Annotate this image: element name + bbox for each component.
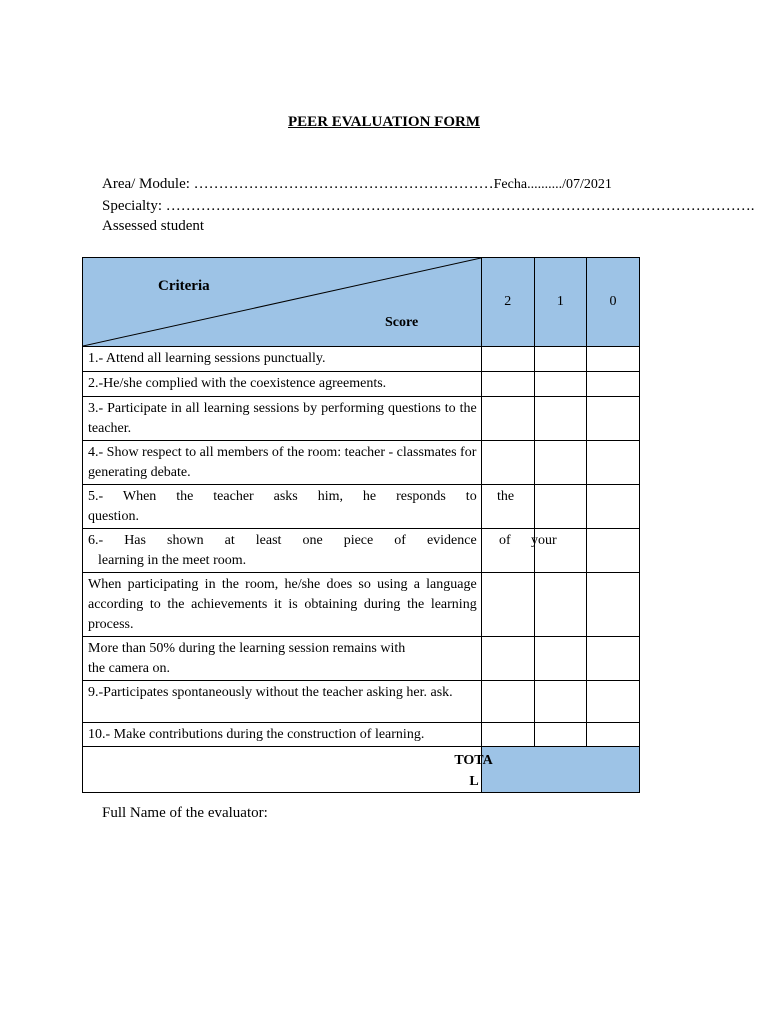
criteria-score-header [83, 258, 482, 347]
score-cell[interactable] [481, 397, 534, 441]
total-label [83, 747, 493, 793]
evaluator-name-label: Full Name of the evaluator: [102, 805, 268, 821]
criterion-text: 2.-He/she complied with the coexistence agreements. [83, 372, 482, 397]
score-cell[interactable] [534, 372, 586, 397]
score-cell[interactable] [481, 372, 534, 397]
score-column-0: 0 [586, 258, 639, 347]
criterion-text: 10.- Make contributions during the construction of learning. [83, 723, 482, 747]
table-row [83, 347, 640, 372]
assessed-student-line: Assessed student [102, 218, 205, 234]
date-field: Fecha........../07/2021 [493, 177, 612, 192]
score-label: Score [385, 315, 419, 330]
total-label-line-2: L [469, 774, 479, 789]
criterion-text: More than 50% during the learning session remains with the camera on. [83, 637, 482, 681]
score-column-2: 2 [481, 258, 534, 347]
table-row [83, 681, 640, 723]
criterion-line-1: 5.- When the teacher asks him, he responds to [88, 489, 477, 504]
score-cell[interactable] [481, 573, 534, 637]
criterion-text: 3.- Participate in all learning sessions by performing questions to the teacher. [83, 397, 482, 441]
table-row [83, 637, 640, 681]
evaluation-table [82, 257, 640, 793]
criterion-line-2: learning in the meet room. [98, 553, 247, 568]
overflow-word: of [499, 533, 511, 548]
score-cell[interactable] [586, 573, 639, 637]
score-column-1: 1 [534, 258, 586, 347]
score-cell[interactable] [586, 529, 639, 573]
form-title: PEER EVALUATION FORM [288, 114, 480, 130]
score-cell[interactable] [481, 347, 534, 372]
table-row [83, 723, 640, 747]
diagonal-divider [83, 258, 481, 346]
score-cell[interactable] [534, 723, 586, 747]
score-cell[interactable] [586, 723, 639, 747]
score-cell[interactable] [481, 681, 534, 723]
area-module-label: Area/ Module: …………………………………………………… [102, 176, 494, 192]
score-cell[interactable] [481, 637, 534, 681]
criteria-label: Criteria [158, 278, 210, 294]
score-cell[interactable] [534, 637, 586, 681]
table-row [83, 441, 640, 485]
table-row [83, 573, 640, 637]
criterion-text: When participating in the room, he/she does so using a language according to the achievements it is obtaining during the learning process. [83, 573, 482, 637]
table-header-row [83, 258, 640, 347]
total-label-line-1: TOTA [454, 753, 493, 768]
score-cell[interactable] [534, 347, 586, 372]
score-cell[interactable] [586, 441, 639, 485]
criterion-line-1: 6.- Has shown at least one piece of evidence [88, 533, 477, 548]
table-row [83, 372, 640, 397]
score-cell[interactable] [481, 441, 534, 485]
score-cell[interactable] [586, 485, 639, 529]
criterion-text [83, 529, 557, 573]
table-row [83, 485, 640, 529]
score-cell[interactable] [534, 397, 586, 441]
score-cell[interactable] [534, 441, 586, 485]
criterion-text: 9.-Participates spontaneously without the teacher asking her. ask. [83, 681, 482, 723]
score-cell[interactable] [586, 372, 639, 397]
criterion-text: 1.- Attend all learning sessions punctually. [83, 347, 482, 372]
score-cell[interactable] [534, 573, 586, 637]
score-cell[interactable] [586, 681, 639, 723]
score-cell[interactable] [534, 681, 586, 723]
score-cell[interactable] [586, 637, 639, 681]
total-row [83, 747, 640, 793]
score-cell[interactable] [534, 485, 586, 529]
criterion-text [83, 485, 515, 529]
total-score-cell[interactable] [481, 747, 639, 793]
criterion-text: 4.- Show respect to all members of the room: teacher - classmates for generating debate. [83, 441, 482, 485]
table-row [83, 529, 640, 573]
area-module-line [102, 176, 612, 193]
specialty-line: Specialty: ………………………………………………………………………………………………………. [102, 198, 755, 214]
score-cell[interactable] [586, 347, 639, 372]
score-cell[interactable] [481, 723, 534, 747]
overflow-word: the [497, 489, 515, 504]
criterion-line-2: question. [88, 509, 139, 524]
overflow-word: your [531, 533, 557, 548]
table-row [83, 397, 640, 441]
score-cell[interactable] [586, 397, 639, 441]
